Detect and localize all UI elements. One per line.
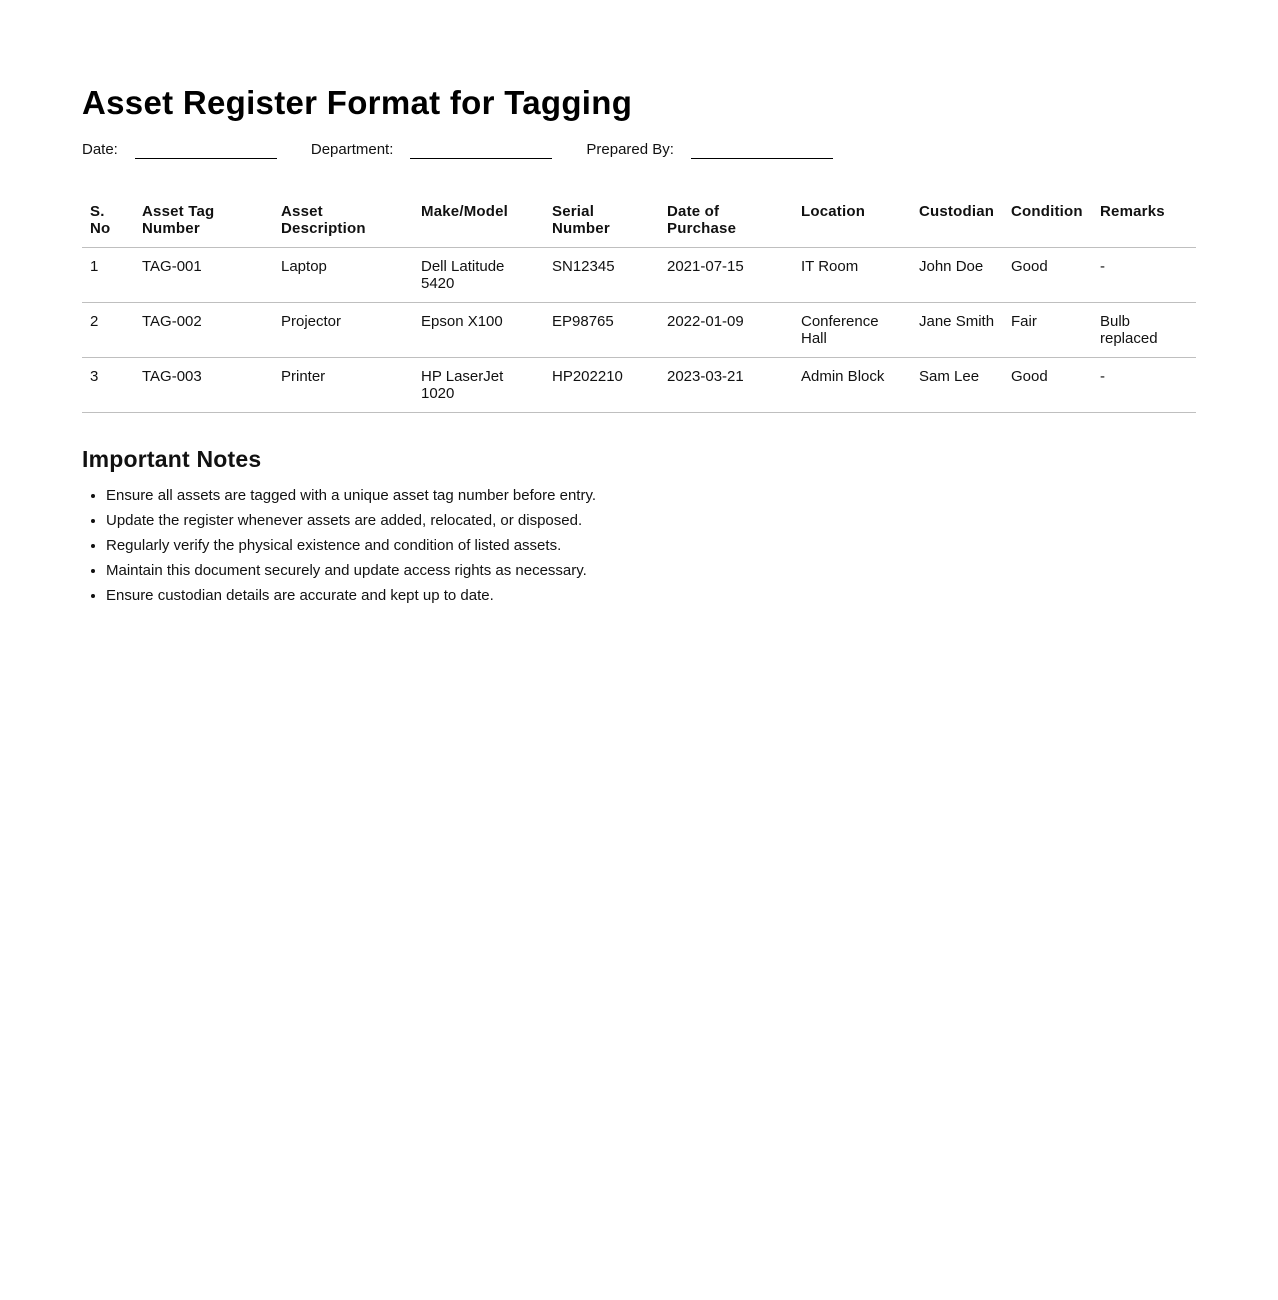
table-header-row <box>82 193 1196 248</box>
cell-location: IT Room <box>793 248 911 303</box>
header-description: Asset Description <box>273 193 413 248</box>
cell-condition: Good <box>1003 248 1092 303</box>
list-item: • Ensure all assets are tagged with a unique asset tag number before entry. <box>106 487 1196 504</box>
list-item: • Maintain this document securely and update access rights as necessary. <box>106 562 1196 579</box>
cell-purchase-date: 2023-03-21 <box>659 358 793 413</box>
cell-asset-tag: TAG-003 <box>134 358 273 413</box>
cell-remarks: - <box>1092 358 1196 413</box>
cell-custodian: John Doe <box>911 248 1003 303</box>
cell-condition: Good <box>1003 358 1092 413</box>
header-condition: Condition <box>1003 193 1092 248</box>
cell-description: Laptop <box>273 248 413 303</box>
list-item: • Update the register whenever assets are added, relocated, or disposed. <box>106 512 1196 529</box>
cell-make-model: Dell Latitude 5420 <box>413 248 544 303</box>
cell-sno: 2 <box>82 303 134 358</box>
cell-make-model: HP LaserJet 1020 <box>413 358 544 413</box>
cell-location: Admin Block <box>793 358 911 413</box>
asset-register-table <box>82 193 1196 413</box>
table-row <box>82 358 1196 413</box>
notes-list <box>82 487 1196 604</box>
header-location: Location <box>793 193 911 248</box>
cell-sno: 1 <box>82 248 134 303</box>
date-label: Date: <box>82 141 118 158</box>
cell-purchase-date: 2021-07-15 <box>659 248 793 303</box>
notes-title: Important Notes <box>82 446 262 472</box>
date-field <box>82 141 277 159</box>
cell-location: Conference Hall <box>793 303 911 358</box>
date-blank-line <box>135 143 277 159</box>
header-remarks: Remarks <box>1092 193 1196 248</box>
table-row <box>82 303 1196 358</box>
cell-remarks: - <box>1092 248 1196 303</box>
prepared-by-field <box>586 141 833 159</box>
cell-sno: 3 <box>82 358 134 413</box>
cell-condition: Fair <box>1003 303 1092 358</box>
header-asset-tag: Asset Tag Number <box>134 193 273 248</box>
list-item: • Regularly verify the physical existence and condition of listed assets. <box>106 537 1196 554</box>
cell-serial: SN12345 <box>544 248 659 303</box>
header-purchase-date: Date of Purchase <box>659 193 793 248</box>
cell-description: Projector <box>273 303 413 358</box>
department-field <box>311 141 553 159</box>
header-make-model: Make/Model <box>413 193 544 248</box>
table-row <box>82 248 1196 303</box>
cell-custodian: Jane Smith <box>911 303 1003 358</box>
cell-custodian: Sam Lee <box>911 358 1003 413</box>
cell-asset-tag: TAG-002 <box>134 303 273 358</box>
cell-purchase-date: 2022-01-09 <box>659 303 793 358</box>
cell-asset-tag: TAG-001 <box>134 248 273 303</box>
header-custodian: Custodian <box>911 193 1003 248</box>
prepared-by-label: Prepared By: <box>586 141 674 158</box>
page-title: Asset Register Format for Tagging <box>82 84 633 121</box>
list-item: • Ensure custodian details are accurate and kept up to date. <box>106 587 1196 604</box>
cell-remarks: Bulb replaced <box>1092 303 1196 358</box>
prepared-by-blank-line <box>691 143 833 159</box>
department-blank-line <box>410 143 552 159</box>
cell-description: Printer <box>273 358 413 413</box>
meta-fields <box>82 139 1196 159</box>
header-sno: S. No <box>82 193 134 248</box>
cell-serial: HP202210 <box>544 358 659 413</box>
cell-make-model: Epson X100 <box>413 303 544 358</box>
cell-serial: EP98765 <box>544 303 659 358</box>
header-serial: Serial Number <box>544 193 659 248</box>
department-label: Department: <box>310 141 394 158</box>
